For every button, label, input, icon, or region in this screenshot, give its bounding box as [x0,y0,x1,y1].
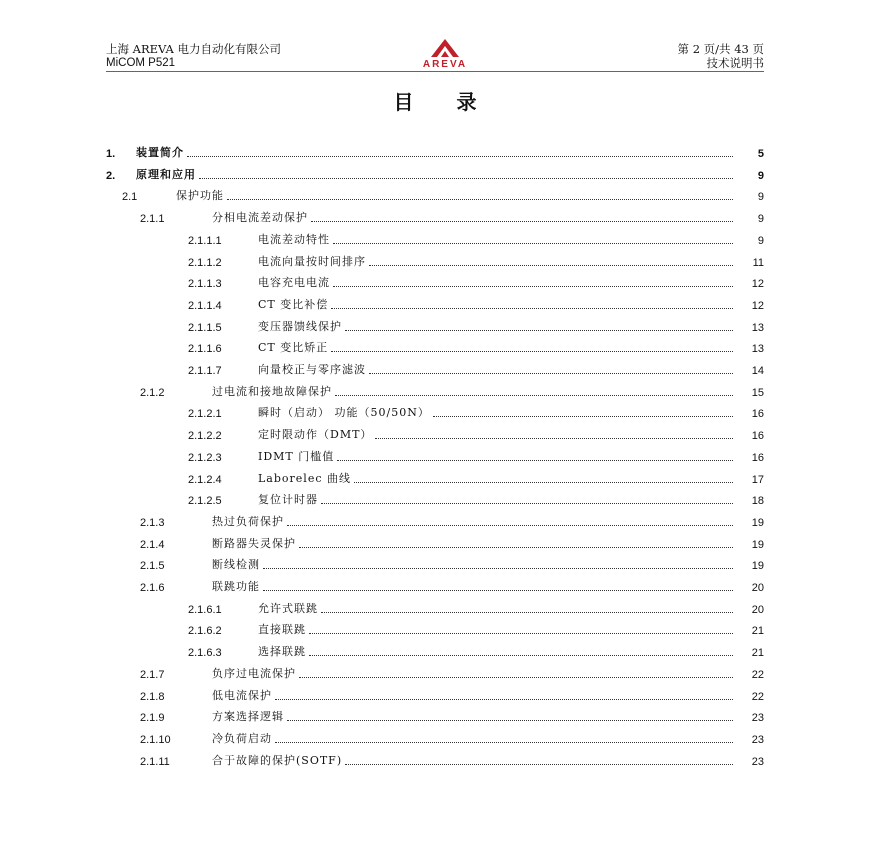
toc-page-number: 12 [751,278,764,291]
toc-number: 2.1.9 [140,712,165,725]
toc-page-number: 20 [751,582,764,594]
toc-leader-dots [335,395,733,396]
toc-label-line [212,556,736,572]
toc-title: 联跳功能 [212,580,260,593]
toc-page-number: 9 [757,169,764,182]
toc-title: 断路器失灵保护 [212,536,296,550]
toc-label-line [212,730,736,746]
toc-leader-dots [263,590,733,591]
toc-title: 瞬时（启动） 功能（50/50N） [258,406,430,420]
toc-page-number: 9 [757,191,764,204]
toc-number: 2.1.10 [140,733,171,746]
toc-label-line [258,491,736,507]
company-name: 上海 AREVA 电力自动化有限公司 [106,42,281,56]
toc-page-number: 13 [751,343,764,356]
toc-number: 2.1 [122,191,138,204]
toc-entry[interactable] [106,574,764,594]
toc-leader-dots [309,655,733,656]
toc-number: 2.1.2.4 [188,473,222,486]
toc-label-line [258,253,736,269]
toc-leader-dots [345,330,733,331]
toc-leader-dots [287,525,733,526]
toc-leader-dots [321,503,733,504]
toc-number: 2.1.1.6 [188,343,222,356]
toc-entry[interactable] [106,270,764,290]
toc-number: 2.1.6.2 [188,625,222,638]
toc-page-number: 16 [751,451,764,464]
toc-number: 2.1.6.1 [188,603,222,616]
toc-entry[interactable] [106,531,764,551]
toc-entry[interactable] [106,292,764,312]
toc-number: 2.1.1.1 [188,234,222,247]
toc-label-line [258,361,736,377]
toc-number: 2.1.3 [140,516,165,529]
toc-label-line [258,296,736,312]
toc-label-line [212,209,736,225]
toc-entry[interactable] [106,596,764,616]
toc-page-number: 17 [751,473,764,486]
toc-entry[interactable] [106,140,764,160]
toc-title: 允许式联跳 [258,601,318,615]
toc-title: 原理和应用 [136,167,196,181]
toc-entry[interactable] [106,379,764,399]
toc-title: CT 变比补偿 [258,297,329,311]
toc-number: 2.1.1.3 [188,278,222,291]
toc-page-number: 22 [751,668,764,681]
page-info: 第 2 页/共 43 页 [677,42,764,56]
toc-number: 2.1.1 [140,213,165,226]
toc-entry[interactable] [106,183,764,203]
toc-label-line [212,665,736,681]
doc-type: 技术说明书 [706,56,764,70]
toc-number: 2.1.1.7 [188,365,222,377]
toc-leader-dots [321,612,733,613]
toc-label-line [212,535,736,551]
toc-label-line [258,426,736,442]
toc-page-number: 18 [751,495,764,508]
toc-label-line [212,752,736,768]
toc-page-number: 13 [751,321,764,334]
toc-label-line [258,448,736,464]
toc-label-line [258,404,736,420]
toc-title: 装置简介 [136,146,184,159]
toc-label-line [258,621,736,637]
toc-title: 定时限动作（DMT） [258,428,373,442]
toc-page-number: 20 [751,603,764,616]
toc-title: 变压器馈线保护 [258,319,342,333]
toc-page-number: 12 [751,299,764,312]
toc-label-line [258,643,736,659]
toc-entry[interactable] [106,335,764,355]
toc-page-number: 16 [751,430,764,443]
toc-entry[interactable] [106,661,764,681]
toc-entry[interactable] [106,227,764,247]
toc-number: 2.1.2.2 [188,430,222,443]
toc-leader-dots [333,243,733,244]
toc-entry[interactable] [106,357,764,377]
toc-leader-dots [354,482,733,483]
toc-leader-dots [369,265,733,266]
toc-page-number: 5 [757,148,764,160]
toc-leader-dots [345,764,733,765]
toc-title: 复位计时器 [258,493,318,507]
toc-title: 热过负荷保护 [212,514,284,528]
toc-leader-dots [299,547,733,548]
toc-page-number: 19 [751,538,764,551]
toc-label-line [212,383,736,399]
toc-entry[interactable] [106,726,764,746]
toc-title: 保护功能 [176,189,224,203]
toc-label-line [258,600,736,616]
toc-entry[interactable] [106,639,764,659]
toc-title: 冷负荷启动 [212,731,272,745]
toc-title: 方案选择逻辑 [212,710,284,724]
page-title: 目 录 [393,90,495,114]
toc-title: CT 变比矫正 [258,341,329,355]
toc-page-number: 15 [751,386,764,399]
toc-page-number: 23 [751,712,764,725]
toc-number: 2.1.2 [140,386,165,399]
toc-label-line [212,687,736,703]
toc-page-number: 19 [751,560,764,573]
toc-title: 低电流保护 [212,688,272,702]
toc-leader-dots [333,286,733,287]
toc-label-line [258,274,736,290]
toc-number: 1. [106,148,116,160]
toc-label-line [212,708,736,724]
logo-text: AREVA [422,59,468,70]
toc-number: 2.1.2.1 [188,408,222,421]
toc-entry[interactable] [106,509,764,529]
toc-label-line [258,339,736,355]
toc-number: 2.1.1.4 [188,299,222,312]
toc-title: 分相电流差动保护 [212,211,308,225]
toc-leader-dots [299,677,733,678]
toc-page-number: 19 [751,516,764,529]
toc-page-number: 23 [751,755,764,768]
toc-leader-dots [369,373,733,374]
areva-logo [408,38,482,70]
toc-entry[interactable] [106,205,764,225]
toc-page-number: 9 [757,213,764,226]
toc-page-number: 11 [752,256,764,269]
toc-label-line [136,166,736,182]
toc-leader-dots [199,178,733,179]
toc-label-line [258,470,736,486]
toc-page-number: 21 [751,625,764,638]
toc-entry[interactable] [106,466,764,486]
toc-leader-dots [375,438,733,439]
toc-number: 2.1.6 [140,582,165,594]
toc-title: 过电流和接地故障保护 [212,384,332,398]
toc-title: IDMT 门槛值 [258,449,335,463]
toc-page-number: 22 [751,690,764,703]
areva-logo-icon [430,38,460,58]
toc-title: 合于故障的保护(SOTF) [212,753,343,767]
toc-leader-dots [433,416,733,417]
toc-leader-dots [331,308,733,309]
toc-page-number: 16 [751,408,764,421]
header-rule [106,71,764,72]
toc-label-line [212,513,736,529]
toc-title: Laborelec 曲线 [258,471,351,485]
toc-title: 向量校正与零序滤波 [258,363,366,376]
toc-entry[interactable] [106,400,764,420]
toc-title: 直接联跳 [258,623,306,637]
toc-number: 2.1.2.3 [188,451,222,464]
toc-entry[interactable] [106,617,764,637]
toc-entry[interactable] [106,704,764,724]
toc-entry[interactable] [106,487,764,507]
toc-number: 2.1.8 [140,690,165,703]
toc-title: 电流差动特性 [258,232,330,246]
toc-label-line [212,578,736,594]
toc-leader-dots [275,699,733,700]
toc-number: 2. [106,169,116,182]
toc-title: 电流向量按时间排序 [258,254,366,268]
toc-label-line [258,318,736,334]
toc-title: 选择联跳 [258,645,306,659]
toc-title: 断线检测 [212,558,260,572]
toc-entry[interactable] [106,683,764,703]
toc-number: 2.1.4 [140,538,165,551]
toc-number: 2.1.1.2 [188,256,222,269]
toc-label-line [176,187,736,203]
toc-leader-dots [309,633,733,634]
toc-number: 2.1.1.5 [188,321,222,334]
header-right [678,42,764,70]
toc-leader-dots [337,460,733,461]
toc-entry[interactable] [106,552,764,572]
toc-entry[interactable] [106,314,764,334]
toc-leader-dots [275,742,733,743]
toc-number: 2.1.5 [140,560,165,573]
toc-label-line [258,231,736,247]
toc-page-number: 23 [751,733,764,746]
toc-entry[interactable] [106,162,764,182]
toc-number: 2.1.11 [140,755,170,768]
toc-leader-dots [287,720,733,721]
toc-entry[interactable] [106,249,764,269]
toc-title: 负序过电流保护 [212,666,296,680]
toc-leader-dots [187,156,733,157]
toc-leader-dots [263,568,733,569]
toc-entry[interactable] [106,748,764,768]
toc-page-number: 9 [757,234,764,247]
toc-title: 电容充电电流 [258,276,330,290]
toc-label-line [136,144,736,160]
toc-leader-dots [311,221,733,222]
toc-page-number: 14 [751,365,764,377]
toc-leader-dots [227,199,733,200]
toc-number: 2.1.7 [140,668,165,681]
toc-page-number: 21 [751,647,764,660]
toc-leader-dots [331,351,733,352]
product-name: MiCOM P521 [106,57,176,69]
toc-entry[interactable] [106,422,764,442]
header-left [106,42,281,70]
toc-number: 2.1.6.3 [188,647,222,660]
toc-number: 2.1.2.5 [188,495,222,508]
toc-entry[interactable] [106,444,764,464]
